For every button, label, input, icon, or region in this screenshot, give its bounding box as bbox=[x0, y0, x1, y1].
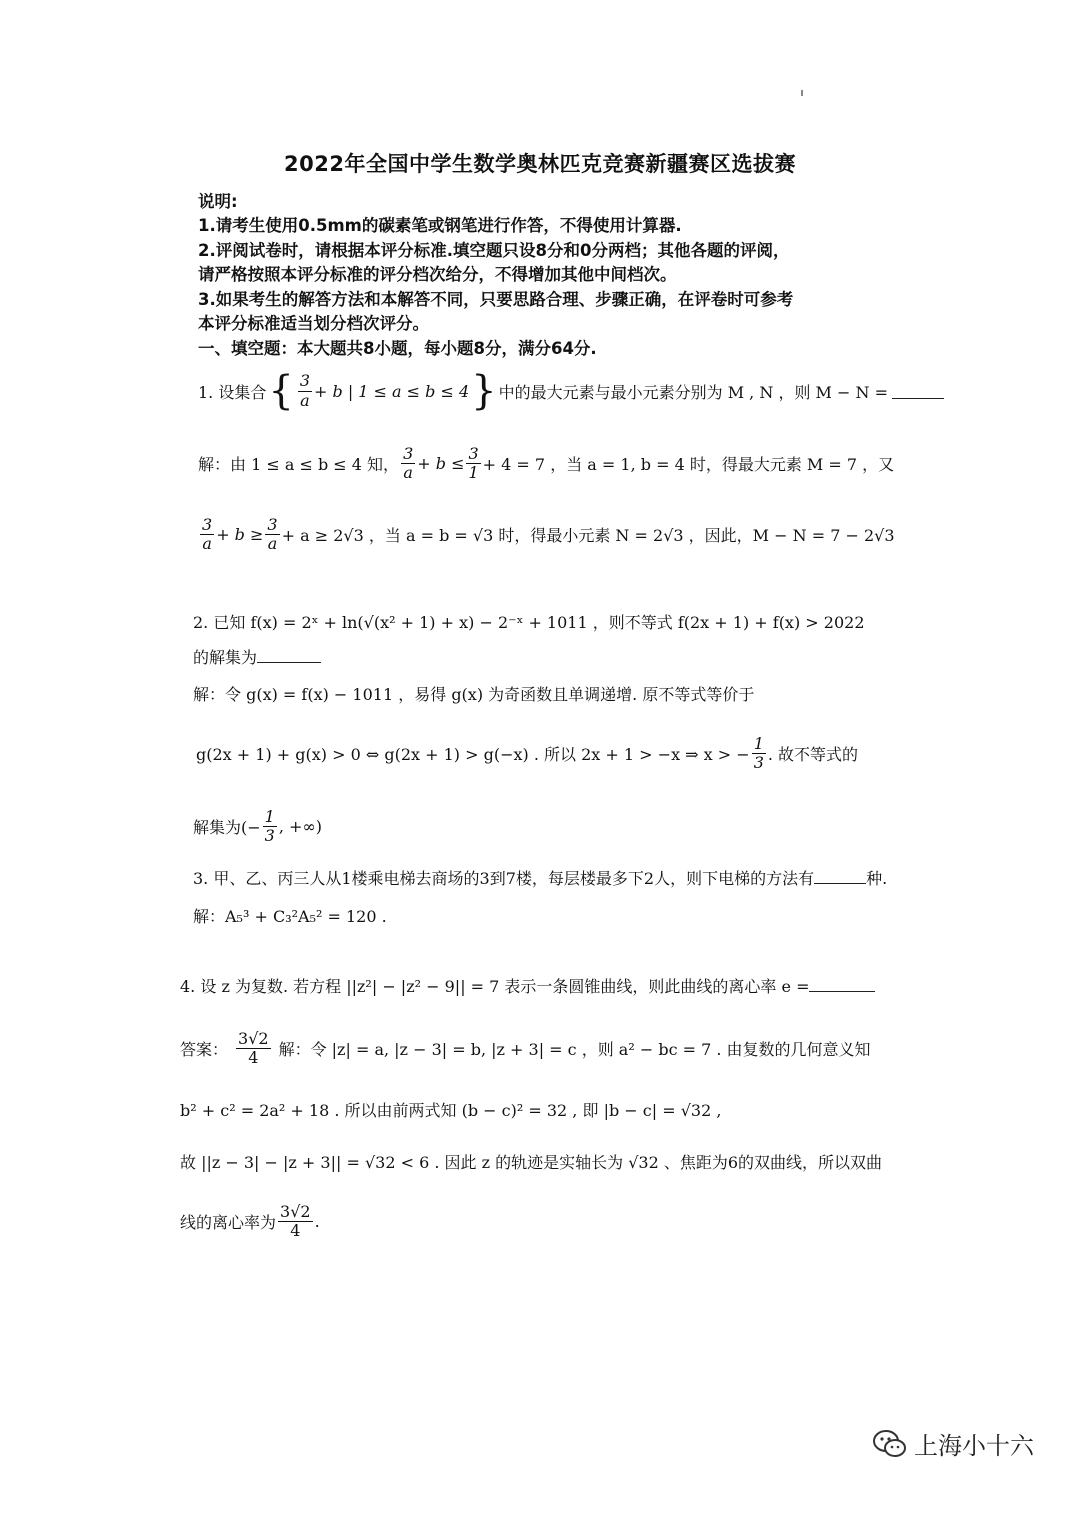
notes-heading: 说明: bbox=[198, 192, 238, 211]
q4-sol4-fraction: $\frac{3√2}{4}$ bbox=[280, 1202, 311, 1241]
q1-sol1-c: + 4 = 7 ，当 a = 1, b = 4 时，得最大元素 M = 7 ，又 bbox=[482, 455, 895, 475]
note-2b: 请严格按照本评分标准的评分档次给分，不得增加其他中间档次。 bbox=[198, 265, 677, 284]
q1-suffix: 中的最大元素与最小元素分别为 M , N ，则 M − N = bbox=[498, 382, 888, 402]
q1-sol1-frac2: $\frac{3}{1}$ bbox=[468, 444, 479, 483]
q4-solution-line2: b² + c² = 2a² + 18 . 所以由前两式知 (b − c)² = 32 , 即 |b − c| = √32 , bbox=[180, 1101, 722, 1120]
q1-sol1-b: + b ≤ bbox=[417, 454, 465, 474]
q2-solution-line3 bbox=[193, 808, 322, 846]
q1-solution-line2 bbox=[198, 516, 895, 554]
answer-blank bbox=[814, 869, 866, 884]
q3-solution: 解：A₅³ + C₃²A₅² = 120 . bbox=[193, 907, 387, 926]
wechat-icon bbox=[872, 1428, 908, 1460]
q2-line1: 2. 已知 f(x) = 2ˣ + ln(√(x² + 1) + x) − 2⁻ˣ + 1011 ，则不等式 f(2x + 1) + f(x) > 2022 bbox=[193, 613, 865, 632]
q1-set-body: + b | 1 ≤ a ≤ b ≤ 4 bbox=[314, 381, 470, 401]
q1-prefix: 1. 设集合 bbox=[198, 382, 267, 402]
q1-fraction: $\frac{3}{a}$ bbox=[299, 371, 310, 410]
q4-sol4-b: . bbox=[314, 1212, 320, 1232]
watermark-text: 上海小十六 bbox=[914, 1432, 1034, 1460]
answer-blank bbox=[809, 977, 875, 992]
q2-sol2-a: g(2x + 1) + g(x) > 0 ⇔ g(2x + 1) > g(−x) . 所以 2x + 1 > −x ⇒ x > − bbox=[196, 745, 750, 765]
question-1 bbox=[198, 368, 944, 414]
q4-solution-line4 bbox=[180, 1203, 320, 1241]
page-title: 2022年全国中学生数学奥林匹克竞赛新疆赛区选拔赛 bbox=[284, 152, 796, 176]
q4-sol4-a: 线的离心率为 bbox=[180, 1213, 277, 1233]
q2-line2 bbox=[193, 645, 321, 668]
note-2a: 2.评阅试卷时，请根据本评分标准.填空题只设8分和0分两档；其他各题的评阅， bbox=[198, 241, 790, 260]
watermark bbox=[872, 1426, 1034, 1461]
stray-mark bbox=[801, 90, 803, 96]
q2-solution-line2 bbox=[196, 735, 858, 773]
q3-line1-end: 种. bbox=[866, 869, 888, 888]
q4-line1 bbox=[180, 974, 875, 997]
answer-blank bbox=[892, 384, 944, 399]
q1-sol2-a: + b ≥ bbox=[216, 525, 264, 545]
q1-sol2-frac2: $\frac{3}{a}$ bbox=[267, 515, 278, 554]
brace-right-icon: } bbox=[471, 368, 497, 414]
q4-line1-text: 4. 设 z 为复数. 若方程 ||z²| − |z² − 9|| = 7 表示一条圆锥曲线，则此曲线的离心率 e = bbox=[180, 977, 810, 996]
note-3b: 本评分标准适当划分档次评分。 bbox=[198, 314, 429, 333]
q3-line1-text: 3. 甲、乙、丙三人从1楼乘电梯去商场的3到7楼，每层楼最多下2人，则下电梯的方法有 bbox=[193, 869, 815, 888]
q4-answer-fraction: $\frac{3√2}{4}$ bbox=[238, 1029, 269, 1068]
q4-answer-line bbox=[180, 1030, 871, 1068]
answer-blank bbox=[257, 648, 321, 663]
q1-sol1-a: 解：由 1 ≤ a ≤ b ≤ 4 知， bbox=[198, 455, 400, 475]
q4-sol1: 解：令 |z| = a, |z − 3| = b, |z + 3| = c ，则 a² − bc = 7 . 由复数的几何意义知 bbox=[278, 1040, 871, 1060]
q2-sol2-frac: $\frac{1}{3}$ bbox=[753, 734, 764, 773]
q1-sol2-b: + a ≥ 2√3 ，当 a = b = √3 时，得最小元素 N = 2√3 ，因此，M − N = 7 − 2√3 bbox=[281, 526, 895, 546]
q2-sol3-frac: $\frac{1}{3}$ bbox=[264, 807, 275, 846]
q2-sol3-b: , +∞) bbox=[278, 817, 322, 837]
section-heading: 一、填空题：本大题共8小题，每小题8分，满分64分. bbox=[198, 339, 597, 358]
q4-solution-line3: 故 ||z − 3| − |z + 3|| = √32 < 6 . 因此 z 的轨迹是实轴长为 √32 、焦距为6的双曲线，所以双曲 bbox=[180, 1153, 883, 1172]
q1-solution-line1 bbox=[198, 445, 894, 483]
q2-sol3-a: 解集为(− bbox=[193, 818, 261, 838]
q2-line2-text: 的解集为 bbox=[193, 648, 258, 667]
note-3a: 3.如果考生的解答方法和本解答不同，只要思路合理、步骤正确，在评卷时可参考 bbox=[198, 290, 794, 309]
brace-left-icon: { bbox=[268, 368, 294, 414]
q2-sol2-b: . 故不等式的 bbox=[767, 745, 859, 765]
q2-solution-line1: 解：令 g(x) = f(x) − 1011 ，易得 g(x) 为奇函数且单调递增. 原不等式等价于 bbox=[193, 685, 755, 704]
q1-sol1-frac1: $\frac{3}{a}$ bbox=[403, 444, 414, 483]
q1-sol2-frac1: $\frac{3}{a}$ bbox=[202, 515, 213, 554]
q3-line1 bbox=[193, 866, 887, 889]
note-1: 1.请考生使用0.5mm的碳素笔或钢笔进行作答，不得使用计算器. bbox=[198, 216, 682, 235]
q4-answer-label: 答案： bbox=[180, 1040, 229, 1060]
